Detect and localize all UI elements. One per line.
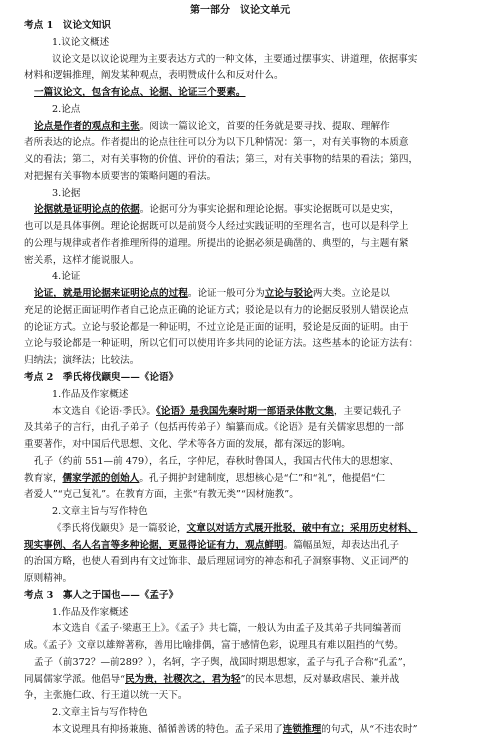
text-run: 归纳法；演绎法；比较法。: [24, 355, 140, 366]
text-run: 2.文章主旨与写作特色: [52, 707, 148, 718]
text-line: [34, 456, 399, 468]
text-run: ”的民本思想，反对暴政虐民、兼并战: [240, 674, 400, 685]
heading-text: 考点 1 议论文知识: [24, 20, 111, 31]
text-line: [52, 724, 418, 736]
text-line: [24, 556, 409, 568]
heading-text: 考点 3 寡人之于国也——《孟子》: [24, 590, 179, 601]
text-run: 重要著作，对中国后代思想、文化、学术等各方面的发展，都有深远的影响。: [24, 439, 351, 450]
key-phrase: 论点是作者的观点和主张: [34, 121, 140, 132]
text-run: 2.论点: [52, 104, 81, 115]
text-line: [24, 305, 409, 317]
text-line: [52, 104, 80, 116]
text-line: [34, 87, 246, 99]
text-run: ，主要记载孔子: [333, 406, 402, 417]
text-run: 充足的论据正面证明作者自己论点正确的论证方式；驳论是以有力的论据反驳别人错误论点: [24, 305, 409, 316]
text-run: 。论据可分为事实论据和理论论据。事实论据既可以是史实，: [139, 204, 400, 215]
text-line: [24, 171, 216, 183]
text-line: [24, 255, 139, 267]
text-line: [24, 540, 399, 552]
text-line: [34, 121, 390, 133]
text-run: 。孔子拥护封建制度，思想核心是“仁”和“礼”，他提倡“仁: [139, 473, 386, 484]
text-run: 2.文章主旨与写作特色: [52, 506, 148, 517]
key-phrase: 《论语》是我国先秦时期一部语录体散文集: [156, 406, 334, 417]
text-line: [24, 338, 418, 350]
text-run: 密关系，这样才能说服人。: [24, 255, 140, 266]
text-line: [24, 422, 404, 434]
text-line: [52, 523, 417, 535]
key-phrase: 论据就是证明论点的依据: [34, 204, 140, 215]
text-run: 1.作品及作家概述: [52, 389, 129, 400]
text-run: 孟子（前372？—前289？），名轲，字子舆，战国时期思想家，孟子与孔子合称“孔孟”，: [34, 657, 413, 668]
text-line: [52, 623, 401, 635]
text-run: 本文选自《孟子·梁惠王上》。《孟子》共七篇，一般认为由孟子及其弟子共同编著而: [52, 623, 402, 634]
text-run: 对把握有关事物本质要害的策略问题的看法。: [24, 171, 217, 182]
key-phrase: 儒家学派的创始人: [62, 473, 140, 484]
text-run: 两大类。立论是以: [312, 288, 390, 299]
text-run: 3.论据: [52, 188, 81, 199]
section-heading: [24, 20, 111, 32]
text-run: 的论证方式。立论与驳论都是一种证明，不过立论是正面的证明，驳论是反面的证明。由于: [24, 322, 409, 333]
text-run: 的公理与规律或者作者推理所得的道理。所提出的论据必须是确凿的、典型的，与主题有紧: [24, 238, 409, 249]
text-line: [24, 640, 404, 652]
text-run: 也可以是具体事例。理论论据既可以是前贤今人经过实践证明的至理名言，也可以是科学上: [24, 221, 409, 232]
text-line: [52, 37, 109, 49]
text-run: 及其弟子的言行，由孔子弟子（包括再传弟子）编纂而成。《论语》是有关儒家思想的一部: [24, 422, 404, 433]
key-phrase: 连锁推理: [282, 724, 322, 735]
text-line: [24, 137, 409, 149]
text-line: [52, 188, 80, 200]
text-line: [24, 473, 385, 485]
text-run: 同属儒家学派。他倡导“: [24, 674, 126, 685]
text-run: 者所表达的论点。作者提出的论点往往可以分为以下几种情况：第一，对有关事物的本质意: [24, 137, 409, 148]
text-run: 材料和逻辑推理，阐发某种观点，表明赞成什么和反对什么。: [24, 70, 284, 81]
text-line: [24, 690, 187, 702]
text-run: 原则精神。: [24, 573, 73, 584]
text-line: [24, 70, 284, 82]
text-line: [52, 54, 417, 66]
key-phrase: 文章以对话方式展开批驳，破中有立；采用历史材料、: [186, 523, 418, 534]
text-line: [24, 221, 409, 233]
text-run: 本文说理具有抑扬兼施、循循善诱的特色。孟子采用了: [52, 724, 283, 735]
text-run: 1.议论文概述: [52, 37, 110, 48]
text-run: 孔子（约前 551—前 479），名丘，字仲尼，春秋时鲁国人，我国古代伟大的思想家、: [34, 456, 399, 467]
text-run: 。论证一般可分为: [187, 288, 265, 299]
text-line: [52, 707, 148, 719]
text-line: [24, 238, 409, 250]
text-run: 的句式，从“不违农时”: [321, 724, 418, 735]
text-line: [34, 204, 399, 216]
key-phrase: 现实事例、名人名言等多种论据，更显得论证有力，观点鲜明: [24, 540, 284, 551]
key-phrase: 立论与驳论: [264, 288, 313, 299]
text-line: [24, 674, 399, 686]
text-line: [52, 607, 129, 619]
text-line: [52, 506, 148, 518]
text-line: [52, 406, 401, 418]
text-line: [24, 322, 409, 334]
text-line: [24, 154, 418, 166]
text-run: 。阅读一篇议论文，首要的任务就是要寻找、提取、理解作: [139, 121, 390, 132]
text-run: 本文选自《论语·季氏》。: [52, 406, 157, 417]
text-line: [24, 355, 139, 367]
section-heading: [24, 372, 178, 384]
key-phrase: 论证，就是用论据来证明论点的过程: [34, 288, 188, 299]
text-run: 。篇幅虽短，却表达出孔子: [283, 540, 399, 551]
text-line: [24, 439, 351, 451]
text-line: [34, 288, 390, 300]
section-heading: [24, 590, 178, 602]
text-line: [24, 573, 72, 585]
text-run: 成。《孟子》文章以雄辩著称，善用比喻排偶，富于感情色彩，说理具有难以阻挡的气势。: [24, 640, 404, 651]
text-line: [52, 271, 80, 283]
text-line: [24, 489, 299, 501]
text-run: 议论文是以议论说理为主要表达方式的一种文体，主要通过摆事实、讲道理，依据事实: [52, 54, 418, 65]
text-run: 1.作品及作家概述: [52, 607, 129, 618]
text-run: 《季氏将伐颛臾》是一篇驳论，: [52, 523, 187, 534]
key-phrase: 一篇议论文，包含有论点、论据、论证三个要素。: [34, 87, 246, 98]
text-run: 义的看法；第二，对有关事物的价值、评价的看法；第三，对有关事物的结果的看法；第四，: [24, 154, 419, 165]
text-run: 者爱人”“克己复礼”。在教育方面，主张“有教无类”“因材施教”。: [24, 489, 299, 500]
text-run: 争，主张施仁政、行王道以统一天下。: [24, 690, 188, 701]
key-phrase: 民为贵，社稷次之，君为轻: [125, 674, 241, 685]
page-title: 第一部分 议论文单元: [190, 5, 291, 16]
text-run: 4.论证: [52, 271, 81, 282]
text-line: [34, 657, 412, 669]
text-run: 教育家，: [24, 473, 63, 484]
text-line: [52, 389, 129, 401]
text-run: 的治国方略，也使人看到冉有文过饰非、最后理屈词穷的神态和孔子洞察事物、义正词严的: [24, 556, 409, 567]
text-run: 立论与驳论都是一种证明，所以它们可以使用许多共同的论证方法。这些基本的论证方法有：: [24, 338, 419, 349]
heading-text: 考点 2 季氏将伐颛臾——《论语》: [24, 372, 179, 383]
